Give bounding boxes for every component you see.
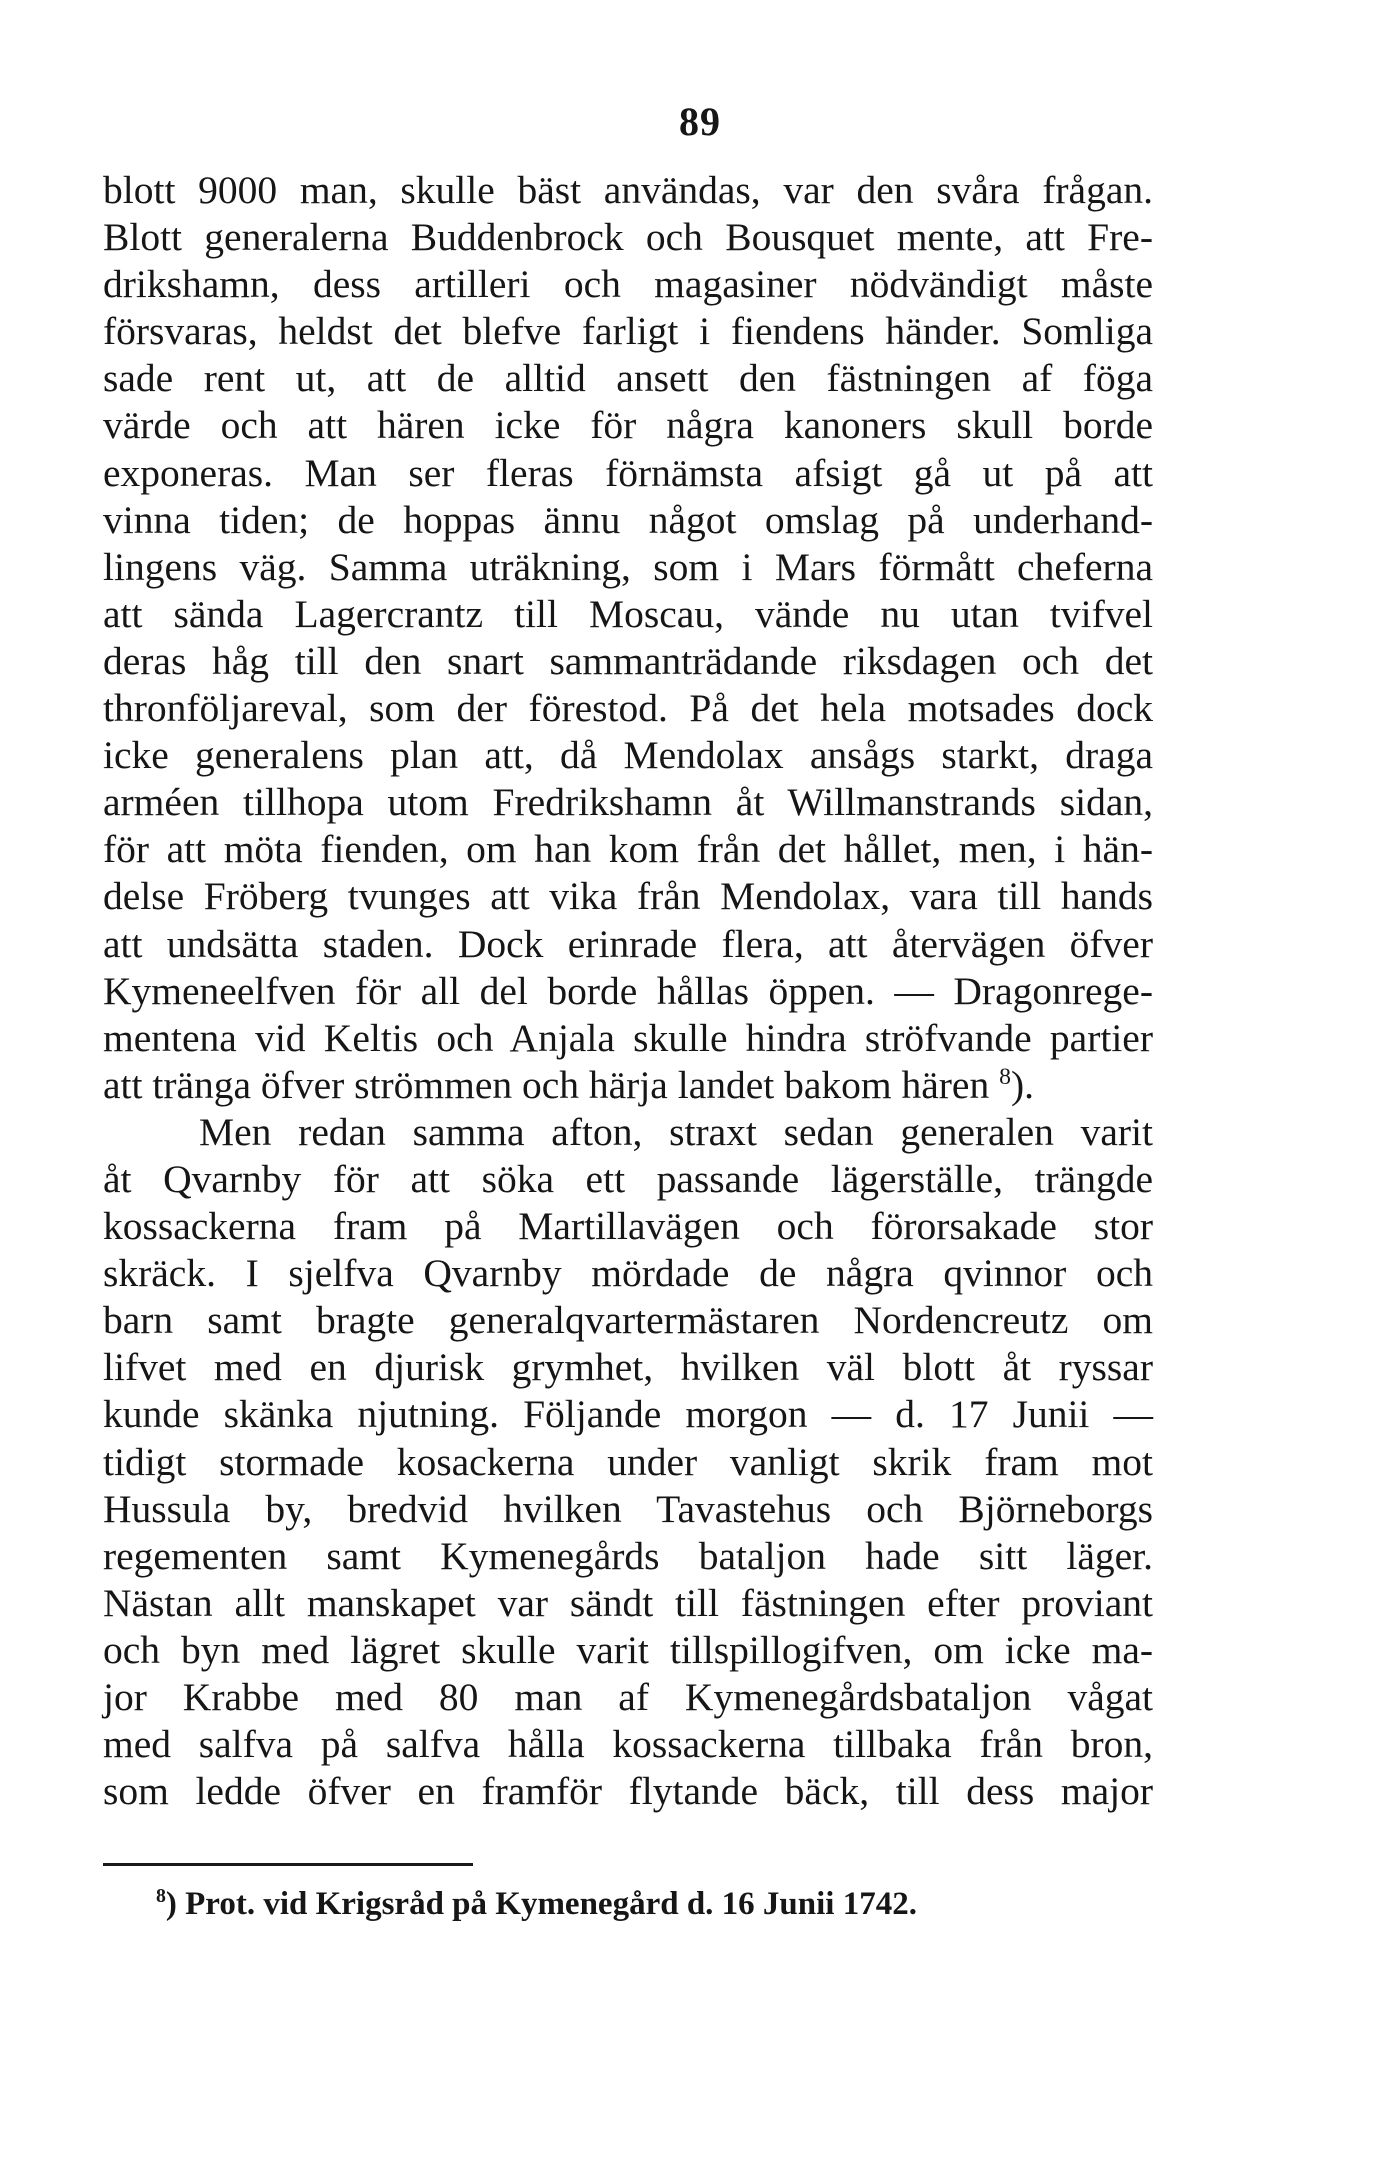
text-line: Hussula by, bredvid hvilken Tavastehus och Björneborgs (103, 1486, 1153, 1531)
text-line: värde och att hären icke för några kanoners skull borde (103, 403, 1153, 448)
text-line: regementen samt Kymenegårds bataljon hade sitt läger. (103, 1533, 1153, 1578)
text-line: delse Fröberg tvunges att vika från Mendolax, vara till hands (103, 874, 1153, 919)
footnote-text: ) Prot. vid Krigsråd på Kymenegård d. 16 Junii 1742. (165, 1886, 917, 1922)
text-line-content: att tränga öfver strömmen och härja landet bakom hären (103, 1062, 990, 1107)
text-line: och byn med lägret skulle varit tillspillogifven, om icke ma- (103, 1627, 1153, 1672)
text-line: med salfva på salfva hålla kossackerna tillbaka från bron, (103, 1722, 1153, 1767)
text-line: skräck. I sjelfva Qvarnby mördade de några qvinnor och (103, 1251, 1153, 1296)
text-line: blott 9000 man, skulle bäst användas, var den svåra frågan. (103, 168, 1153, 212)
page-number: 89 (679, 99, 721, 144)
text-line: deras håg till den snart sammanträdande riksdagen och det (103, 638, 1153, 683)
text-line: vinna tiden; de hoppas ännu något omslag på underhand- (103, 497, 1153, 542)
text-line: för att möta fienden, om han kom från det hållet, men, i hän- (103, 827, 1153, 872)
text-line: mentena vid Keltis och Anjala skulle hindra ströfvande partier (103, 1015, 1153, 1060)
text-line: sade rent ut, att de alltid ansett den fästningen af föga (103, 356, 1153, 401)
footnote-reference-suffix: ). (1010, 1062, 1034, 1107)
text-line: thronföljareval, som der förestod. På det hela motsades dock (103, 686, 1153, 731)
text-line: kossackerna fram på Martillavägen och förorsakade stor (103, 1204, 1153, 1249)
text-line: Kymeneelfven för all del borde hållas öppen. — Dragonrege- (103, 968, 1153, 1013)
text-line: Nästan allt manskapet var sändt till fästningen efter proviant (103, 1580, 1153, 1625)
text-line: arméen tillhopa utom Fredrikshamn åt Willmanstrands sidan, (103, 780, 1153, 825)
text-line: lingens väg. Samma uträkning, som i Mars förmått cheferna (103, 544, 1153, 589)
text-line: lifvet med en djurisk grymhet, hvilken väl blott åt ryssar (103, 1345, 1153, 1390)
text-line: drikshamn, dess artilleri och magasiner nödvändigt måste (103, 262, 1153, 307)
paragraph-first-line: Men redan samma afton, straxt sedan generalen varit (199, 1109, 1153, 1154)
text-line: som ledde öfver en framför flytande bäck, till dess major (103, 1769, 1153, 1814)
text-line: att undsätta staden. Dock erinrade flera, att återvägen öfver (103, 921, 1153, 966)
footnote (156, 1884, 917, 1924)
body-text (103, 167, 1153, 1815)
text-line: kunde skänka njutning. Följande morgon — d. 17 Junii — (103, 1392, 1153, 1437)
text-line: att sända Lagercrantz till Moscau, vände nu utan tvifvel (103, 591, 1153, 636)
text-line: åt Qvarnby för att söka ett passande lägerställe, trängde (103, 1156, 1153, 1201)
text-line: tidigt stormade kosackerna under vanligt skrik fram mot (103, 1439, 1153, 1484)
text-line: icke generalens plan att, då Mendolax ansågs starkt, draga (103, 733, 1153, 778)
text-line: exponeras. Man ser fleras förnämsta afsigt gå ut på att (103, 450, 1153, 495)
footnote-marker: 8 (156, 1885, 166, 1907)
text-line: barn samt bragte generalqvartermästaren Nordencreutz om (103, 1298, 1153, 1343)
text-line: jor Krabbe med 80 man af Kymenegårdsbataljon vågat (103, 1675, 1153, 1719)
text-line (103, 1062, 1153, 1109)
footnote-reference[interactable]: 8 (999, 1063, 1011, 1090)
text-line: försvaras, heldst det blefve farligt i fiendens händer. Somliga (103, 309, 1153, 354)
footnote-divider (103, 1863, 473, 1866)
text-line: Blott generalerna Buddenbrock och Bousquet mente, att Fre- (103, 215, 1153, 260)
